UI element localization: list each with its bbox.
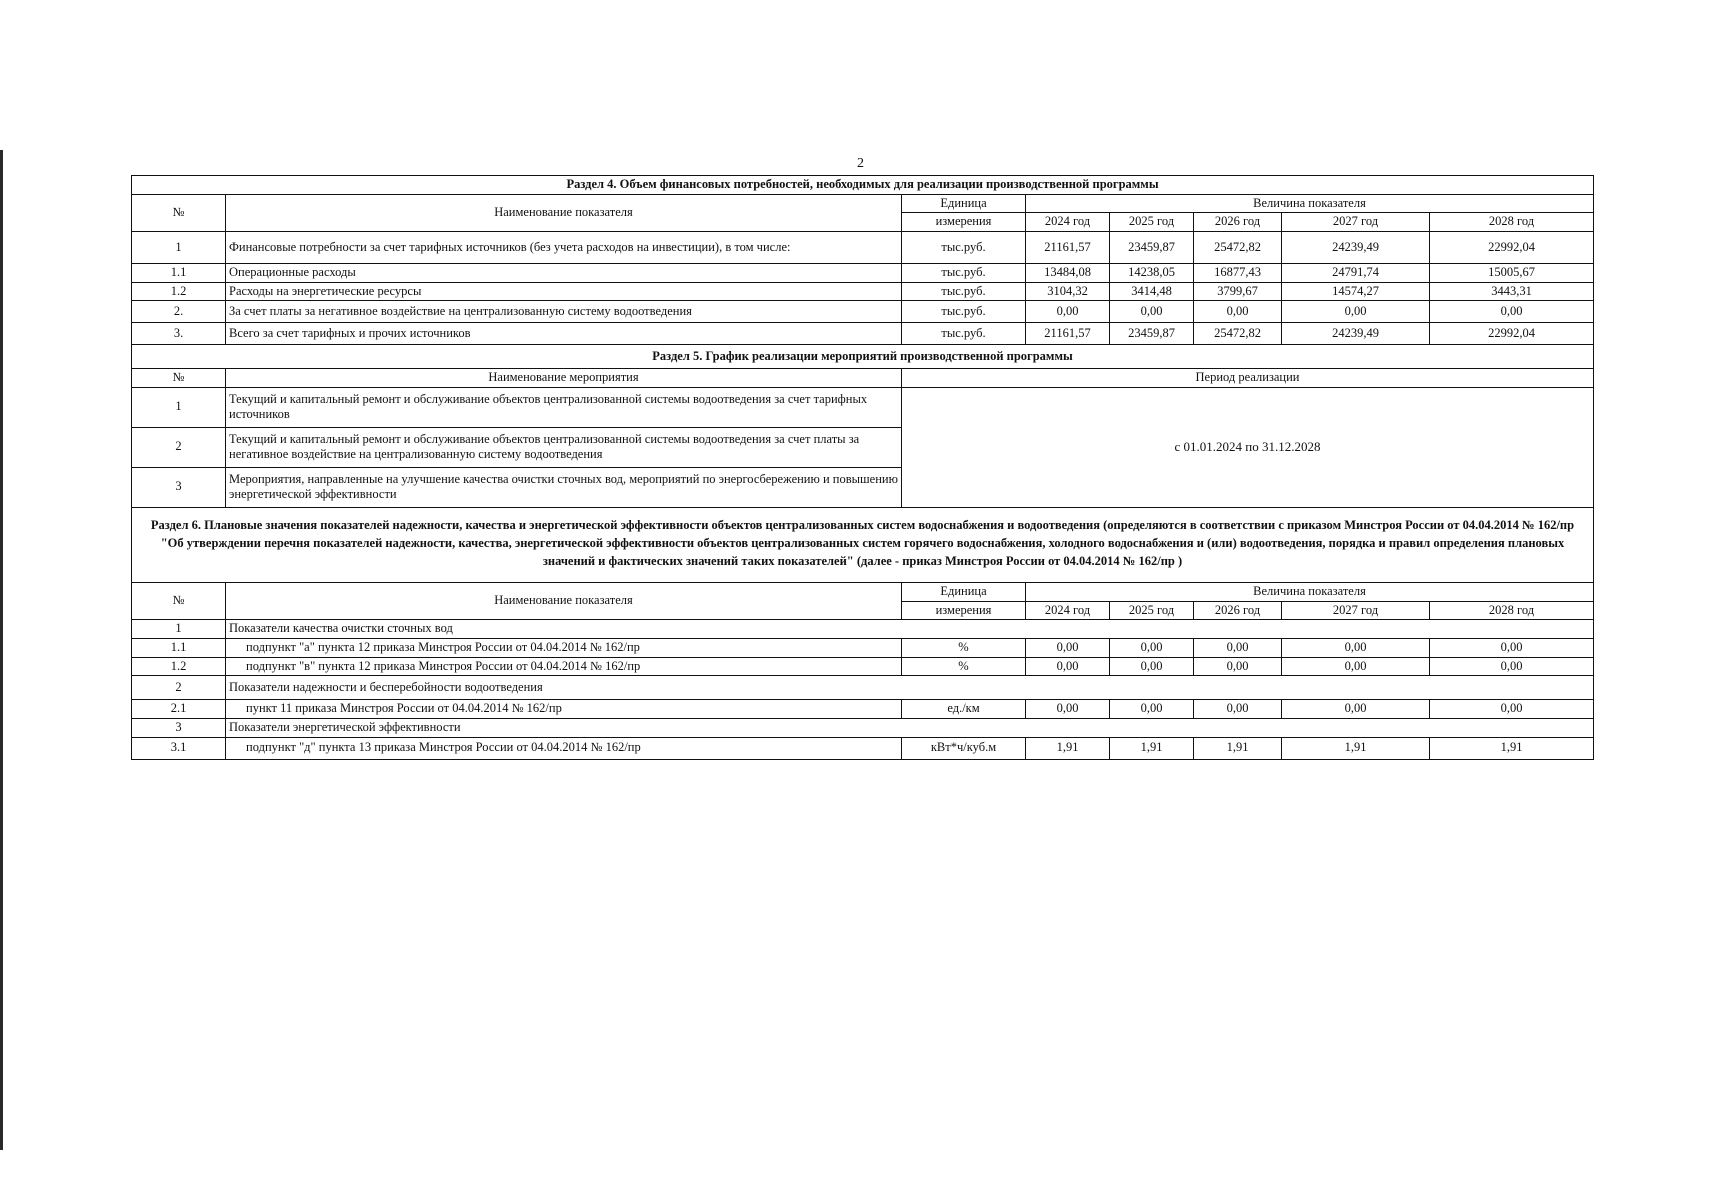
row-unit: % — [902, 657, 1026, 676]
group-name: Показатели надежности и бесперебойности водоотведения — [226, 676, 1594, 700]
row-value-2025: 0,00 — [1110, 700, 1194, 719]
section6-year-2026: 2026 год — [1194, 601, 1282, 620]
row-unit: тыс.руб. — [902, 282, 1026, 301]
table-row — [132, 263, 1594, 282]
table-row — [132, 737, 1594, 759]
row-unit: тыс.руб. — [902, 301, 1026, 323]
group-no: 1 — [132, 620, 226, 639]
section4-year-2024: 2024 год — [1026, 213, 1110, 232]
row-no: 3. — [132, 323, 226, 345]
row-unit: тыс.руб. — [902, 231, 1026, 263]
row-value-2025: 23459,87 — [1110, 231, 1194, 263]
row-no: 1 — [132, 387, 226, 427]
row-value-2024: 3104,32 — [1026, 282, 1110, 301]
section6-year-2024: 2024 год — [1026, 601, 1110, 620]
section4-title-row — [132, 176, 1594, 195]
row-value-2026: 16877,43 — [1194, 263, 1282, 282]
section5-col-period: Период реализации — [902, 369, 1594, 388]
row-value-2027: 1,91 — [1282, 737, 1430, 759]
row-value-2027: 0,00 — [1282, 301, 1430, 323]
section5-col-name: Наименование мероприятия — [226, 369, 902, 388]
row-value-2027: 14574,27 — [1282, 282, 1430, 301]
row-value-2025: 3414,48 — [1110, 282, 1194, 301]
group-row — [132, 620, 1594, 639]
table-row — [132, 231, 1594, 263]
row-value-2026: 0,00 — [1194, 657, 1282, 676]
row-name: пункт 11 приказа Минстроя России от 04.04.2014 № 162/пр — [226, 700, 902, 719]
row-value-2027: 0,00 — [1282, 700, 1430, 719]
row-value-2028: 0,00 — [1430, 301, 1594, 323]
row-name: Мероприятия, направленные на улучшение качества очистки сточных вод, мероприятий по энергосбережению и повышению энергетической эффективности — [226, 467, 902, 507]
row-value-2028: 22992,04 — [1430, 231, 1594, 263]
row-name: За счет платы за негативное воздействие на централизованную систему водоотведения — [226, 301, 902, 323]
row-value-2028: 22992,04 — [1430, 323, 1594, 345]
row-value-2026: 0,00 — [1194, 700, 1282, 719]
table-row — [132, 700, 1594, 719]
row-value-2028: 0,00 — [1430, 657, 1594, 676]
row-value-2024: 21161,57 — [1026, 323, 1110, 345]
row-value-2027: 0,00 — [1282, 657, 1430, 676]
section4-col-unit-2: измерения — [902, 213, 1026, 232]
row-no: 1.1 — [132, 263, 226, 282]
section4-col-name: Наименование показателя — [226, 194, 902, 231]
row-value-2024: 0,00 — [1026, 700, 1110, 719]
row-name: Текущий и капитальный ремонт и обслуживание объектов централизованной системы водоотведения за счет тарифных источников — [226, 387, 902, 427]
section4-title: Раздел 4. Объем финансовых потребностей, необходимых для реализации производственной программы — [132, 176, 1594, 195]
section6-col-value: Величина показателя — [1026, 583, 1594, 602]
row-name: Текущий и капитальный ремонт и обслуживание объектов централизованной системы водоотведения за счет платы за негативное воздействие на централизованную систему водоотведения — [226, 427, 902, 467]
section6-col-unit-1: Единица — [902, 583, 1026, 602]
section6-col-unit-2: измерения — [902, 601, 1026, 620]
row-value-2025: 14238,05 — [1110, 263, 1194, 282]
row-no: 1.1 — [132, 639, 226, 658]
row-name: Всего за счет тарифных и прочих источников — [226, 323, 902, 345]
section6-year-2027: 2027 год — [1282, 601, 1430, 620]
row-value-2027: 24239,49 — [1282, 231, 1430, 263]
row-value-2025: 1,91 — [1110, 737, 1194, 759]
section4-year-2028: 2028 год — [1430, 213, 1594, 232]
row-value-2026: 25472,82 — [1194, 231, 1282, 263]
row-no: 1.2 — [132, 282, 226, 301]
row-name: Финансовые потребности за счет тарифных источников (без учета расходов на инвестиции), в том числе: — [226, 231, 902, 263]
section5-col-no: № — [132, 369, 226, 388]
row-value-2028: 15005,67 — [1430, 263, 1594, 282]
row-unit: ед./км — [902, 700, 1026, 719]
group-row — [132, 718, 1594, 737]
row-no: 2 — [132, 427, 226, 467]
row-unit: % — [902, 639, 1026, 658]
table-row — [132, 657, 1594, 676]
section4-col-no: № — [132, 194, 226, 231]
group-row — [132, 676, 1594, 700]
group-name: Показатели энергетической эффективности — [226, 718, 1594, 737]
row-name: подпункт "д" пункта 13 приказа Минстроя России от 04.04.2014 № 162/пр — [226, 737, 902, 759]
row-value-2024: 0,00 — [1026, 639, 1110, 658]
group-no: 3 — [132, 718, 226, 737]
section6-col-name: Наименование показателя — [226, 583, 902, 620]
row-value-2024: 21161,57 — [1026, 231, 1110, 263]
row-value-2028: 0,00 — [1430, 639, 1594, 658]
row-no: 1.2 — [132, 657, 226, 676]
row-value-2024: 13484,08 — [1026, 263, 1110, 282]
row-no: 3.1 — [132, 737, 226, 759]
section4-header-row-1 — [132, 194, 1594, 213]
row-no: 2.1 — [132, 700, 226, 719]
group-no: 2 — [132, 676, 226, 700]
section6-header-row-1 — [132, 583, 1594, 602]
row-value-2024: 0,00 — [1026, 657, 1110, 676]
row-value-2026: 1,91 — [1194, 737, 1282, 759]
row-unit: кВт*ч/куб.м — [902, 737, 1026, 759]
scan-edge-mark — [0, 150, 3, 1150]
row-no: 2. — [132, 301, 226, 323]
row-value-2025: 0,00 — [1110, 301, 1194, 323]
section5-header-row — [132, 369, 1594, 388]
row-value-2026: 3799,67 — [1194, 282, 1282, 301]
list-item — [132, 387, 1594, 427]
row-value-2028: 3443,31 — [1430, 282, 1594, 301]
group-name: Показатели качества очистки сточных вод — [226, 620, 1594, 639]
section6-col-no: № — [132, 583, 226, 620]
section4-year-2026: 2026 год — [1194, 213, 1282, 232]
row-value-2024: 0,00 — [1026, 301, 1110, 323]
document-table — [131, 175, 1594, 760]
row-name: подпункт "а" пункта 12 приказа Минстроя России от 04.04.2014 № 162/пр — [226, 639, 902, 658]
row-unit: тыс.руб. — [902, 323, 1026, 345]
row-value-2027: 24791,74 — [1282, 263, 1430, 282]
section4-year-2027: 2027 год — [1282, 213, 1430, 232]
row-value-2025: 23459,87 — [1110, 323, 1194, 345]
section4-col-value: Величина показателя — [1026, 194, 1594, 213]
table-row — [132, 282, 1594, 301]
row-value-2025: 0,00 — [1110, 639, 1194, 658]
table-row — [132, 301, 1594, 323]
section6-title-row — [132, 507, 1594, 582]
row-value-2026: 0,00 — [1194, 639, 1282, 658]
section6-year-2025: 2025 год — [1110, 601, 1194, 620]
section6-title: Раздел 6. Плановые значения показателей надежности, качества и энергетической эффективности объектов централизованных систем водоснабжения и водоотведения (определяются в соответствии с приказом Минстроя России от 04.04.2014 № 162/пр "Об утверждении перечня показателей надежности, качества, энергетической эффективности объектов централизованных систем горячего водоснабжения, холодного водоснабжения и (или) водоотведения, порядка и правил определения плановых значений и фактических значений таких показателей" (далее - приказ Минстроя России от 04.04.2014 № 162/пр ) — [132, 507, 1594, 582]
implementation-period: с 01.01.2024 по 31.12.2028 — [902, 387, 1594, 507]
table-row — [132, 323, 1594, 345]
row-value-2027: 0,00 — [1282, 639, 1430, 658]
row-value-2028: 1,91 — [1430, 737, 1594, 759]
section5-title-row — [132, 345, 1594, 369]
section5-title: Раздел 5. График реализации мероприятий производственной программы — [132, 345, 1594, 369]
section6-year-2028: 2028 год — [1430, 601, 1594, 620]
row-value-2027: 24239,49 — [1282, 323, 1430, 345]
row-value-2024: 1,91 — [1026, 737, 1110, 759]
section4-year-2025: 2025 год — [1110, 213, 1194, 232]
row-no: 3 — [132, 467, 226, 507]
row-value-2026: 25472,82 — [1194, 323, 1282, 345]
row-name: подпункт "в" пункта 12 приказа Минстроя России от 04.04.2014 № 162/пр — [226, 657, 902, 676]
row-no: 1 — [132, 231, 226, 263]
row-name: Операционные расходы — [226, 263, 902, 282]
page-number: 2 — [857, 156, 864, 171]
table-row — [132, 639, 1594, 658]
section4-col-unit-1: Единица — [902, 194, 1026, 213]
row-value-2028: 0,00 — [1430, 700, 1594, 719]
row-name: Расходы на энергетические ресурсы — [226, 282, 902, 301]
row-unit: тыс.руб. — [902, 263, 1026, 282]
row-value-2026: 0,00 — [1194, 301, 1282, 323]
row-value-2025: 0,00 — [1110, 657, 1194, 676]
